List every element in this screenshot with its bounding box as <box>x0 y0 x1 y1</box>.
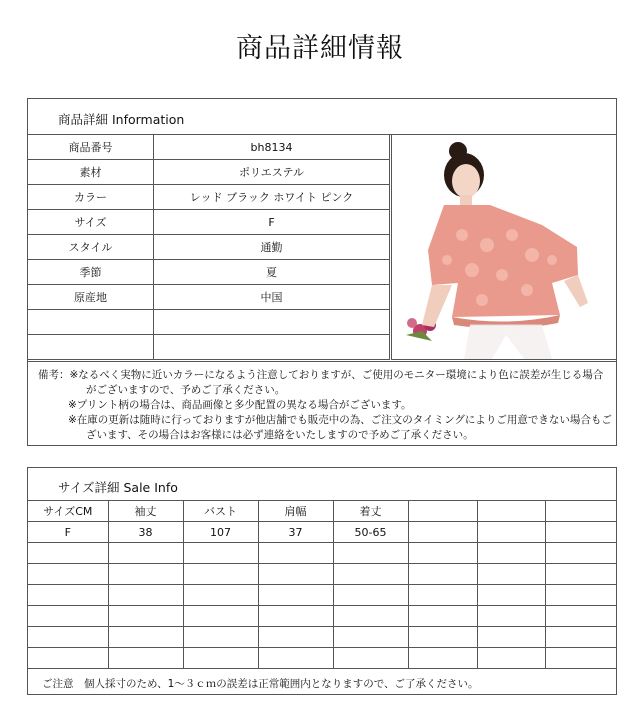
spec-table <box>28 135 390 360</box>
size-cell <box>333 606 408 627</box>
size-cell: 50-65 <box>333 522 408 543</box>
size-cell <box>477 606 545 627</box>
size-cell <box>333 564 408 585</box>
size-empty-row <box>28 543 616 564</box>
size-cell <box>408 543 477 564</box>
spec-row <box>28 210 390 235</box>
size-footnote-text: ご注意 個人採寸のため、1～３ｃｍの誤差は正常範囲内となりますので、ご了承ください。 <box>42 678 479 690</box>
spec-key: カラー <box>28 185 154 210</box>
size-column-header: サイズCM <box>28 501 108 522</box>
size-cell: 107 <box>183 522 258 543</box>
spec-row <box>28 310 390 335</box>
product-info-section <box>27 98 617 446</box>
size-cell <box>477 648 545 669</box>
size-cell <box>333 543 408 564</box>
size-cell: F <box>28 522 108 543</box>
page-title: 商品詳細情報 <box>236 33 404 64</box>
model-illustration <box>392 135 616 359</box>
size-cell <box>477 627 545 648</box>
note-line: 備考：※なるべく実物に近いカラーになるよう注意しておりますが、ご使用のモニター環境により色に誤差が生じる場合 <box>38 369 604 381</box>
spec-value <box>154 310 390 335</box>
spec-row <box>28 285 390 310</box>
size-cell <box>545 585 616 606</box>
spec-row <box>28 135 390 160</box>
size-cell <box>183 627 258 648</box>
size-header <box>28 468 616 501</box>
spec-key <box>28 310 154 335</box>
note-line: がございますので、予めご了承ください。 <box>86 384 286 396</box>
size-cell <box>333 627 408 648</box>
size-empty-row <box>28 627 616 648</box>
size-cell <box>108 648 183 669</box>
size-column-header: 着丈 <box>333 501 408 522</box>
size-cell <box>183 543 258 564</box>
spec-row <box>28 260 390 285</box>
size-table <box>28 501 616 669</box>
size-header-row <box>28 501 616 522</box>
product-photo <box>391 135 616 360</box>
spec-row <box>28 235 390 260</box>
size-cell <box>408 585 477 606</box>
product-info-header <box>28 99 616 135</box>
size-cell <box>477 564 545 585</box>
size-cell <box>545 522 616 543</box>
size-empty-row <box>28 564 616 585</box>
size-cell <box>28 585 108 606</box>
product-info-header-label: 商品詳細 Information <box>58 112 185 127</box>
size-column-header: バスト <box>183 501 258 522</box>
size-cell <box>108 606 183 627</box>
spec-value: レッド ブラック ホワイト ピンク <box>154 185 390 210</box>
size-cell <box>183 606 258 627</box>
size-cell <box>545 564 616 585</box>
size-cell <box>28 648 108 669</box>
size-cell <box>477 585 545 606</box>
size-cell <box>108 627 183 648</box>
notes-block <box>28 361 616 443</box>
size-empty-row <box>28 648 616 669</box>
note-line: ざいます、その場合はお客様には必ず連絡をいたしますので予めご了承ください。 <box>86 429 474 441</box>
size-column-header: 袖丈 <box>108 501 183 522</box>
spec-key: 素材 <box>28 160 154 185</box>
size-cell <box>28 627 108 648</box>
size-cell <box>183 585 258 606</box>
spec-row <box>28 185 390 210</box>
size-cell: 38 <box>108 522 183 543</box>
size-cell <box>28 564 108 585</box>
size-column-header <box>408 501 477 522</box>
size-empty-row <box>28 606 616 627</box>
note-line: ※在庫の更新は随時に行っておりますが他店舗でも販売中の為、ご注文のタイミングによりご用意できない場合もご <box>68 414 612 426</box>
size-column-header: 肩幅 <box>258 501 333 522</box>
size-cell <box>408 522 477 543</box>
spec-key: 商品番号 <box>28 135 154 160</box>
spec-key: スタイル <box>28 235 154 260</box>
spec-key: 季節 <box>28 260 154 285</box>
spec-row <box>28 335 390 360</box>
size-cell <box>333 585 408 606</box>
size-cell <box>545 648 616 669</box>
size-cell: 37 <box>258 522 333 543</box>
empty-rows <box>28 543 616 669</box>
spec-value: F <box>154 210 390 235</box>
size-section <box>27 467 617 695</box>
spec-value: bh8134 <box>154 135 390 160</box>
size-cell <box>108 564 183 585</box>
size-cell <box>108 585 183 606</box>
size-cell <box>545 543 616 564</box>
size-cell <box>408 606 477 627</box>
spec-value: ポリエステル <box>154 160 390 185</box>
spec-key <box>28 335 154 360</box>
size-cell <box>408 627 477 648</box>
size-cell <box>258 627 333 648</box>
size-cell <box>258 606 333 627</box>
note-line: ※プリント柄の場合は、商品画像と多少配置の異なる場合がございます。 <box>68 399 412 411</box>
size-cell <box>258 543 333 564</box>
size-cell <box>258 585 333 606</box>
size-cell <box>108 543 183 564</box>
spec-key: 原産地 <box>28 285 154 310</box>
spec-value: 通勤 <box>154 235 390 260</box>
spec-value <box>154 335 390 360</box>
spec-key: サイズ <box>28 210 154 235</box>
size-cell <box>477 543 545 564</box>
size-cell <box>333 648 408 669</box>
size-cell <box>183 648 258 669</box>
size-cell <box>408 564 477 585</box>
size-cell <box>545 606 616 627</box>
size-empty-row <box>28 585 616 606</box>
size-cell <box>545 627 616 648</box>
size-data-row <box>28 522 616 543</box>
size-header-label: サイズ詳細 Sale Info <box>58 480 178 495</box>
spec-value: 中国 <box>154 285 390 310</box>
size-cell <box>477 522 545 543</box>
spec-value: 夏 <box>154 260 390 285</box>
size-column-header <box>545 501 616 522</box>
size-column-header <box>477 501 545 522</box>
size-cell <box>183 564 258 585</box>
size-cell <box>28 606 108 627</box>
size-cell <box>28 543 108 564</box>
size-cell <box>258 648 333 669</box>
spec-row <box>28 160 390 185</box>
size-cell <box>408 648 477 669</box>
size-cell <box>258 564 333 585</box>
